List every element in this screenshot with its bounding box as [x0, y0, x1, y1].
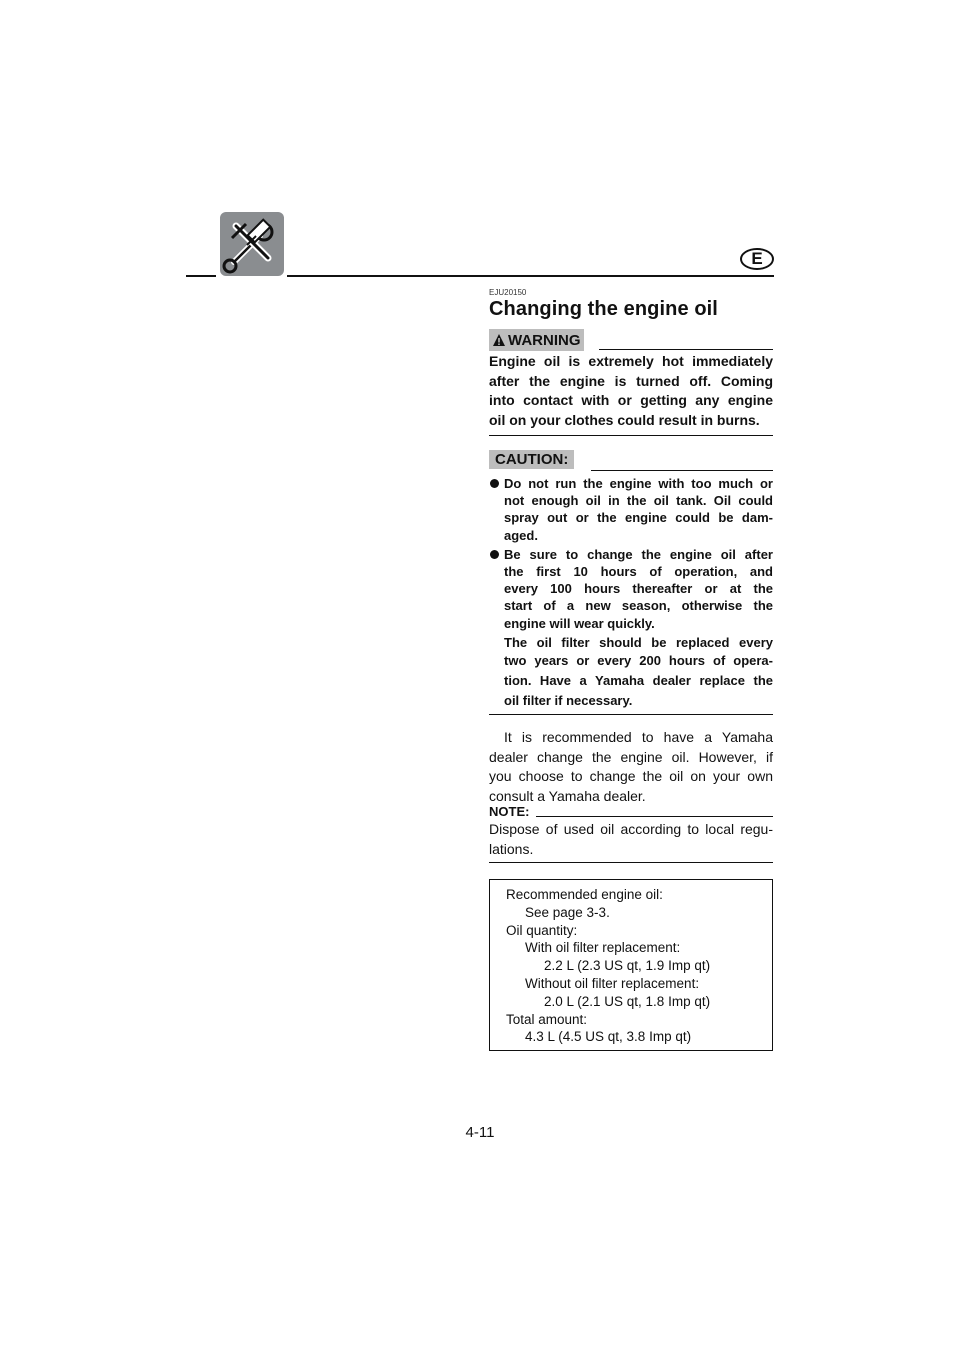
- note-bottom-rule: [489, 862, 773, 863]
- note-line: Dispose of used oil according to local regu-: [489, 821, 773, 837]
- caution-line: the first 10 hours of operation, and: [504, 564, 773, 580]
- warning-line: after the engine is turned off. Coming: [489, 372, 773, 389]
- caution-line: spray out or the engine could be dam-: [504, 510, 773, 526]
- caution-line: start of a new season, otherwise the: [504, 598, 773, 614]
- body-line: dealer change the engine oil. However, if: [489, 748, 773, 765]
- caution-list: [489, 475, 773, 713]
- warning-text: [489, 352, 773, 430]
- bullet-icon: [490, 479, 499, 488]
- page-number: 4-11: [465, 1124, 495, 1141]
- caution-rule: [591, 470, 773, 471]
- spec-total-label: Total amount:: [506, 1011, 588, 1027]
- spec-with-filter-value: 2.2 L (2.3 US qt, 1.9 Imp qt): [544, 958, 711, 974]
- caution-line: Be sure to change the engine oil after: [504, 546, 773, 562]
- section-title: Changing the engine oil: [489, 298, 718, 320]
- note-text: [489, 820, 773, 859]
- caution-badge: CAUTION:: [489, 450, 574, 469]
- warning-triangle-icon: [492, 333, 506, 347]
- spec-recommended-label: Recommended engine oil:: [506, 887, 663, 902]
- tools-icon: [220, 212, 284, 276]
- spec-without-filter-label: Without oil filter replacement:: [525, 975, 700, 991]
- warning-line: oil on your clothes could result in burns.: [489, 411, 760, 428]
- spec-without-filter-value: 2.0 L (2.1 US qt, 1.8 Imp qt): [544, 993, 711, 1009]
- caution-line: every 100 hours thereafter or at the: [504, 581, 773, 597]
- note-rule: [536, 816, 773, 817]
- body-paragraph: [489, 728, 773, 806]
- warning-line: Engine oil is extremely hot immediately: [489, 353, 773, 369]
- caution-line: oil filter if necessary.: [504, 693, 633, 709]
- caution-line: not enough oil in the oil tank. Oil could: [504, 493, 773, 509]
- warning-line: into contact with or getting any engine: [489, 392, 773, 408]
- bullet-icon: [490, 550, 499, 559]
- language-badge: E: [740, 248, 774, 270]
- body-line: It is recommended to have a Yamaha: [504, 729, 773, 745]
- warning-badge: [489, 329, 584, 351]
- caution-line: The oil filter should be replaced every: [504, 634, 773, 650]
- spec-recommended-value: See page 3-3.: [525, 904, 610, 920]
- caution-bottom-rule: [489, 714, 773, 715]
- warning-bottom-rule: [489, 435, 773, 436]
- caution-line: engine will wear quickly.: [504, 615, 655, 631]
- body-line: you choose to change the oil on your own: [489, 768, 773, 784]
- spec-box: [489, 879, 773, 1051]
- warning-rule: [599, 349, 773, 350]
- section-code: EJU20150: [489, 288, 527, 297]
- caution-line: aged.: [504, 527, 538, 543]
- caution-line: tion. Have a Yamaha dealer replace the: [504, 673, 773, 689]
- header-rule-right: [287, 275, 774, 277]
- spec-quantity-label: Oil quantity:: [506, 922, 578, 938]
- spec-with-filter-label: With oil filter replacement:: [525, 940, 681, 956]
- caution-item: [489, 475, 773, 544]
- caution-line: two years or every 200 hours of opera-: [504, 653, 773, 669]
- body-line: consult a Yamaha dealer.: [489, 787, 646, 804]
- note-label: NOTE:: [489, 804, 530, 819]
- caution-line: Do not run the engine with too much or: [504, 476, 773, 491]
- spec-total-value: 4.3 L (4.5 US qt, 3.8 Imp qt): [525, 1029, 692, 1045]
- caution-item: [489, 546, 773, 711]
- warning-label: WARNING: [508, 331, 581, 349]
- header-rule-left: [186, 275, 216, 277]
- note-line: lations.: [489, 840, 534, 857]
